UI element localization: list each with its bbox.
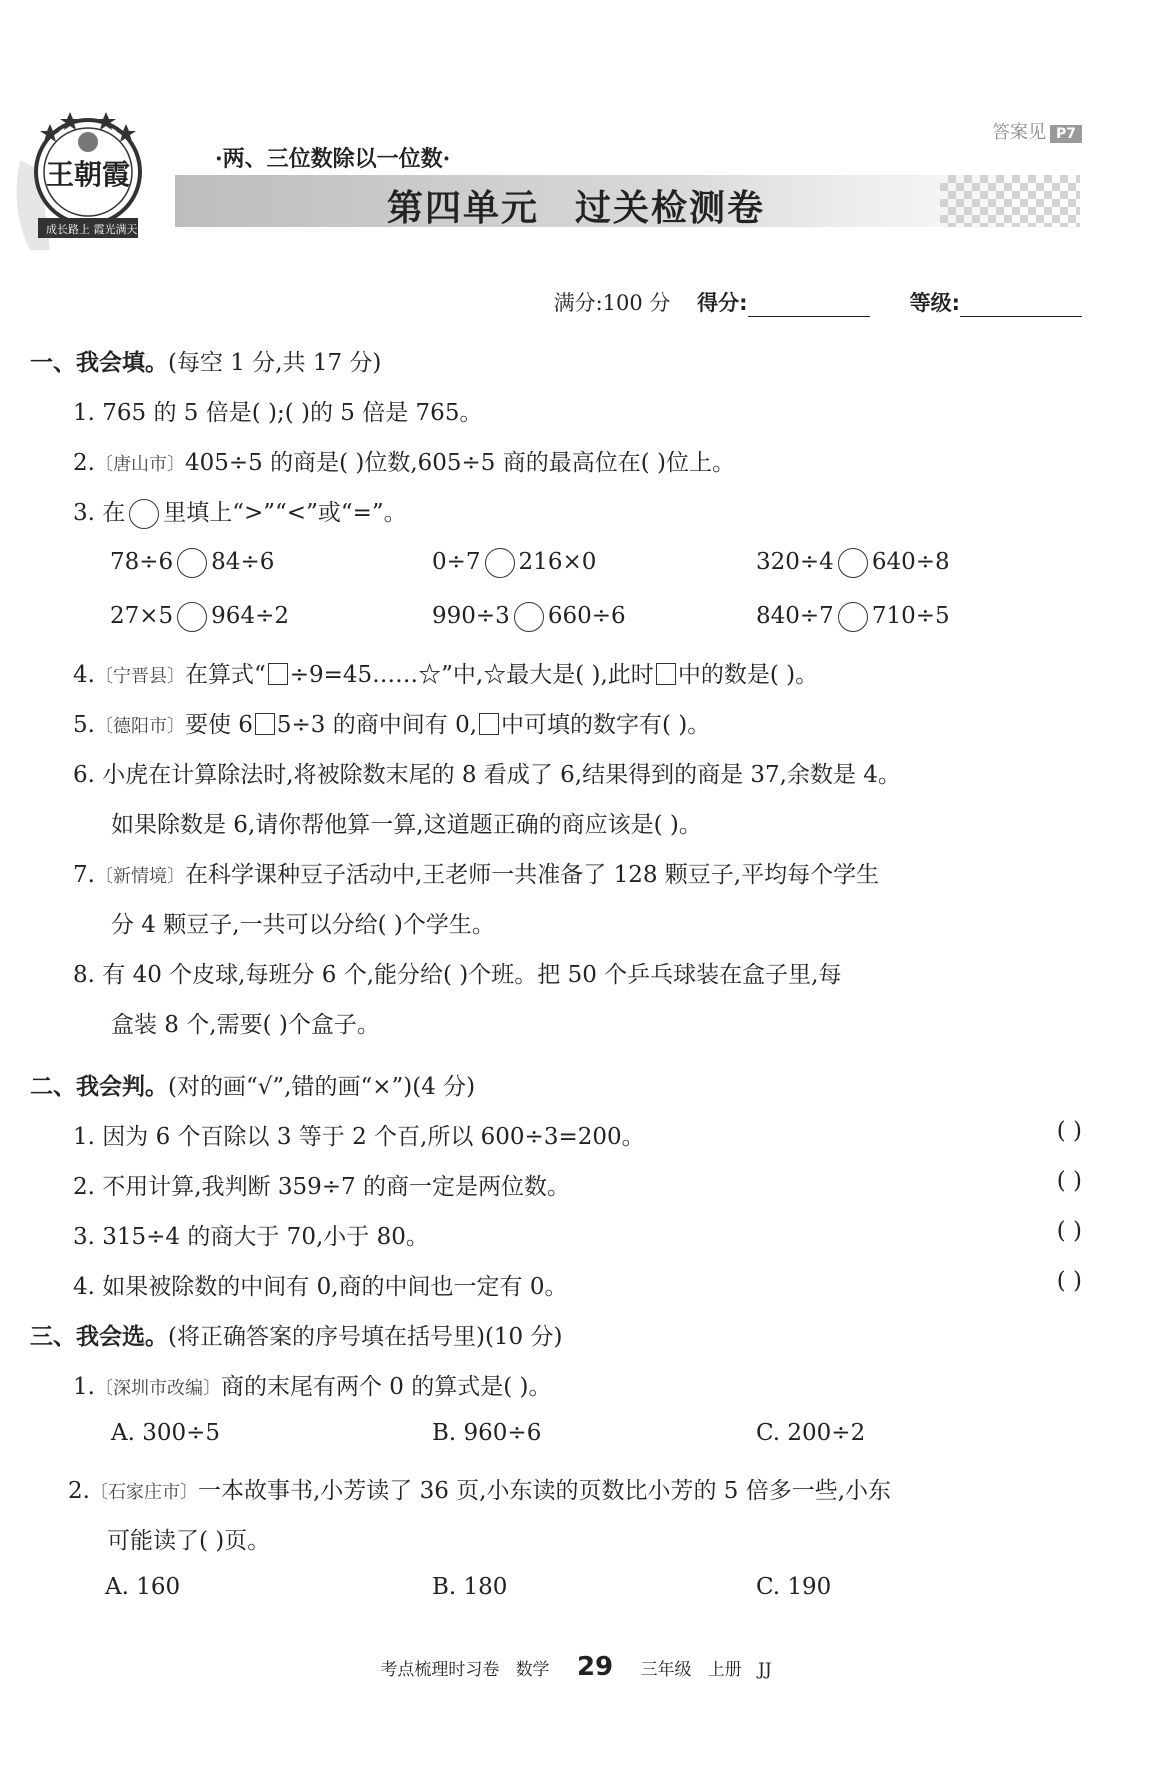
square-blank-icon [255,713,275,735]
compare-blank[interactable] [485,548,515,578]
fill-q6-line2: 如果除数是 6,请你帮他算一算,这道题正确的商应该是( )。 [111,812,702,838]
compare-blank[interactable] [177,602,207,632]
judge-answer-blank[interactable]: ( ) [1056,1168,1082,1194]
fill-q8-line1: 8. 有 40 个皮球,每班分 6 个,能分给( )个班。把 50 个乒乓球装在盒子里,每 [73,962,842,988]
choose-q1: 1.〔深圳市改编〕商的末尾有两个 0 的算式是( )。 [73,1374,552,1400]
compare-circle-icon [129,499,159,529]
section-judge-heading: 二、我会判。 [30,1074,168,1100]
compare-item: 320÷4 640÷8 [756,548,950,578]
judge-answer-blank[interactable]: ( ) [1056,1218,1082,1244]
square-blank-icon [268,663,288,685]
choose-q2-line1: 2.〔石家庄市〕一本故事书,小芳读了 36 页,小东读的页数比小芳的 5 倍多一些,小东 [68,1478,892,1504]
fill-q2 [73,444,735,477]
footer-volume: 上册 [707,1660,742,1680]
answer-ref-page: P7 [1050,125,1082,143]
title-test: 过关检测卷 [575,188,766,229]
judge-item: 3. 315÷4 的商大于 70,小于 80。 [73,1224,429,1250]
unit-subtitle: ·两、三位数除以一位数· [215,146,451,172]
score-row [554,287,1082,317]
section-choose [30,1318,562,1351]
footer-subject: 数学 [515,1660,550,1680]
fill-q3 [73,494,407,529]
compare-item: 990÷3 660÷6 [432,602,626,632]
fill-q1: 1. 765 的 5 倍是( );( )的 5 倍是 765。 [73,400,483,426]
fill-q4: 4.〔宁晋县〕在算式“ ÷9=45……☆”中,☆最大是( ),此时 中的数是( )。 [73,662,819,688]
logo-ribbon: 成长路上 霞光满天 [46,223,138,236]
choose-q2-option-b[interactable]: B. 180 [432,1574,508,1600]
fill-q2-text: 405÷5 的商是( )位数,605÷5 商的最高位在( )位上。 [184,450,736,476]
compare-item: 78÷6 84÷6 [110,548,274,578]
compare-blank[interactable] [838,602,868,632]
compare-item: 840÷7 710÷5 [756,602,950,632]
choose-q1-option-c[interactable]: C. 200÷2 [756,1420,866,1446]
fill-q3-prefix: 3. 在 [73,500,126,526]
full-score: 满分:100 分 [553,291,671,315]
choose-q1-option-b[interactable]: B. 960÷6 [432,1420,542,1446]
section-fill-heading: 一、我会填。 [30,350,168,376]
compare-blank[interactable] [838,548,868,578]
section-fill [30,344,381,377]
compare-blank[interactable] [514,602,544,632]
score-label: 得分: [697,291,748,315]
fill-q7-line2: 分 4 颗豆子,一共可以分给( )个学生。 [111,912,495,938]
section-judge-note: (对的画“√”,错的画“×”)(4 分) [168,1074,476,1100]
compare-blank[interactable] [177,548,207,578]
answer-reference [992,118,1082,144]
judge-answer-blank[interactable]: ( ) [1056,1118,1082,1144]
judge-answer-blank[interactable]: ( ) [1056,1268,1082,1294]
square-blank-icon [479,713,499,735]
compare-item: 0÷7 216×0 [432,548,596,578]
square-blank-icon [656,663,676,685]
section-fill-note: (每空 1 分,共 17 分) [168,350,382,376]
section-choose-note: (将正确答案的序号填在括号里)(10 分) [168,1324,563,1350]
judge-item: 2. 不用计算,我判断 359÷7 的商一定是两位数。 [73,1174,570,1200]
fill-q7-line1: 7.〔新情境〕在科学课种豆子活动中,王老师一共准备了 128 颗豆子,平均每个学生 [73,862,880,888]
title-unit: 第四单元 [386,188,539,229]
judge-item: 1. 因为 6 个百除以 3 等于 2 个百,所以 600÷3=200。 [73,1124,645,1150]
grade-label: 等级: [909,291,960,315]
fill-q2-num: 2. [73,450,95,476]
logo-text: 王朝霞 [45,158,131,191]
choose-q2-line2: 可能读了( )页。 [107,1528,271,1554]
section-judge [30,1068,475,1101]
fill-q5: 5.〔德阳市〕要使 6 5÷3 的商中间有 0, 中可填的数字有( )。 [73,712,711,738]
score-blank[interactable] [748,296,870,317]
answer-ref-label: 答案见 [991,122,1046,143]
footer-book: 考点梳理时习卷 [380,1660,500,1680]
footer-edition: JJ [758,1660,772,1680]
grade-blank[interactable] [960,296,1082,317]
judge-item: 4. 如果被除数的中间有 0,商的中间也一定有 0。 [73,1274,568,1300]
page-footer [0,1652,1152,1682]
section-choose-heading: 三、我会选。 [30,1324,168,1350]
fill-q3-suffix: 里填上“>”“<”或“=”。 [163,500,407,526]
choose-q1-option-a[interactable]: A. 300÷5 [111,1420,221,1446]
compare-item: 27×5 964÷2 [110,602,289,632]
page-number: 29 [576,1652,614,1682]
fill-q6-line1: 6. 小虎在计算除法时,将被除数末尾的 8 看成了 6,结果得到的商是 37,余数是 4。 [73,762,901,788]
fill-q2-tag: 〔唐山市〕 [94,454,185,475]
choose-q2-option-c[interactable]: C. 190 [756,1574,832,1600]
footer-grade: 三年级 [640,1660,692,1680]
choose-q2-option-a[interactable]: A. 160 [105,1574,181,1600]
fill-q8-line2: 盒装 8 个,需要( )个盒子。 [111,1012,380,1038]
page-title [0,180,1152,231]
